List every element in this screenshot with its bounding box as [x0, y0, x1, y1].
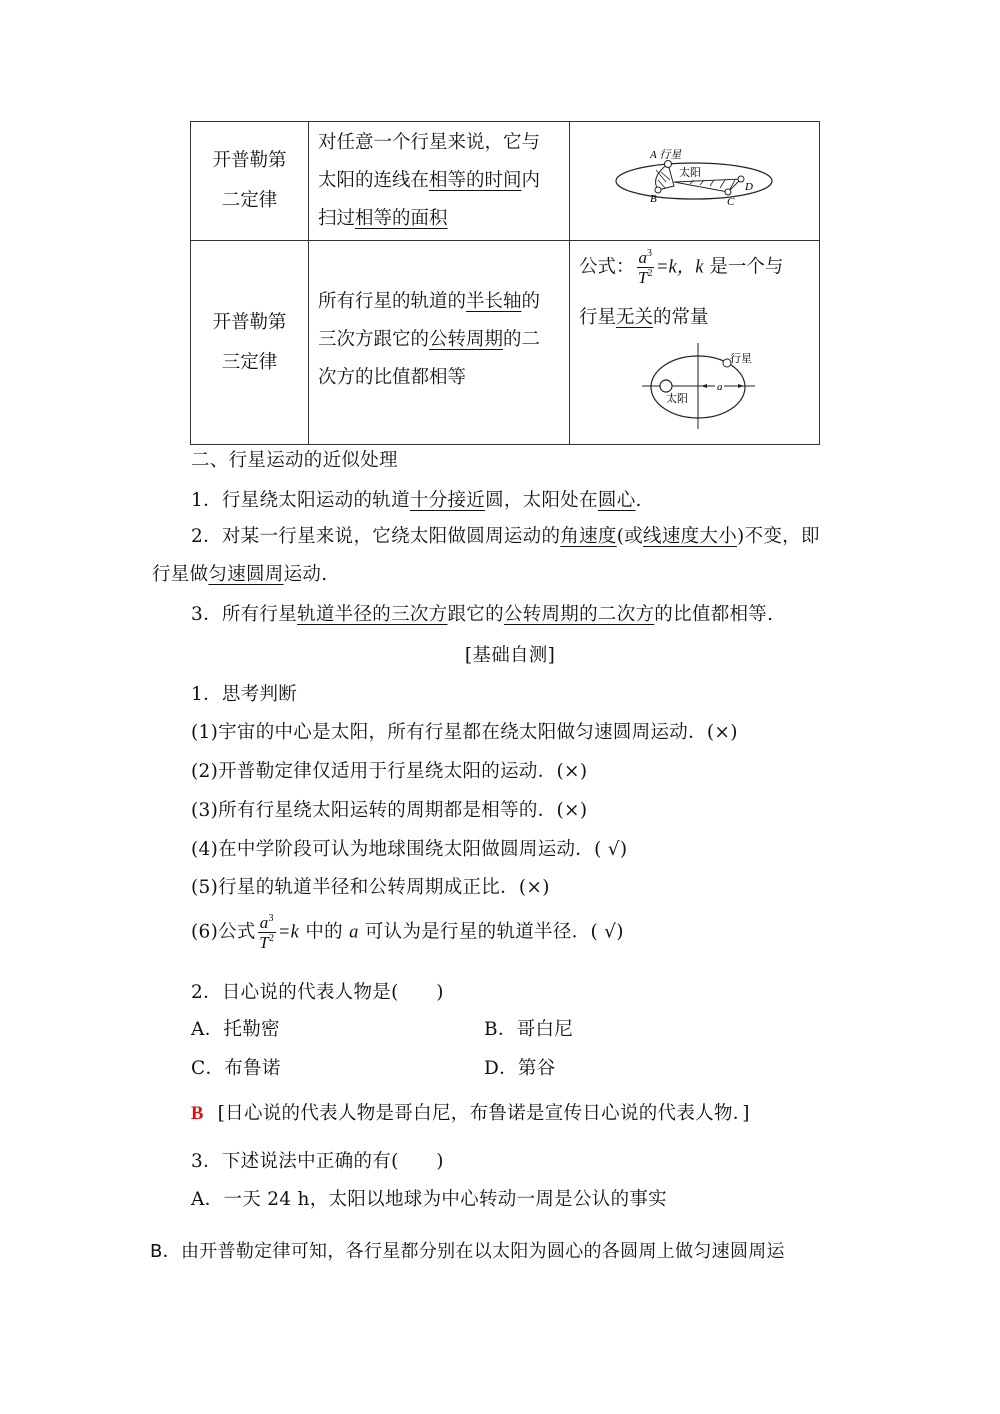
formula-k: k: [695, 257, 704, 278]
law-name-cell: [191, 241, 309, 445]
formula-equals: =k，: [656, 257, 696, 278]
svg-text:太阳: 太阳: [666, 392, 688, 405]
q1-label: 1．思考判断: [191, 684, 298, 705]
underlined-answer: 无关: [616, 307, 654, 328]
underlined-answer: 角速度: [560, 526, 617, 547]
law-text: 的二次方的比值都相等: [318, 328, 541, 388]
underlined-answer: 相等的面积: [355, 208, 448, 229]
judgment-item-6: [191, 914, 624, 951]
item-text: 的比值都相等.: [654, 604, 774, 625]
item-text: (或: [616, 526, 644, 547]
underlined-answer: 相等的时间: [429, 170, 522, 191]
svg-text:D: D: [745, 181, 753, 193]
law-text: 对任意一个行星来说，它与太阳的连线在: [318, 132, 541, 191]
law-content-cell: [309, 122, 570, 241]
formula-equals: =k: [277, 922, 300, 943]
law-text: 内扫过: [318, 170, 541, 229]
formula-text: 的常量: [653, 307, 709, 328]
law-name-cell: [191, 122, 309, 241]
self-test-title: [基础自测]: [464, 645, 556, 666]
formula-prefix: 公式：: [579, 256, 635, 278]
q3-stem: 3．下述说法中正确的有( ): [191, 1151, 444, 1172]
answer-explanation: [日心说的代表人物是哥白尼，布鲁诺是宣传日心说的代表人物．]: [217, 1103, 750, 1124]
svg-text:B: B: [650, 193, 657, 205]
section2-item-3: [191, 603, 773, 627]
underlined-answer: 公转周期: [429, 328, 504, 350]
underlined-answer: 轨道半径的三次方: [297, 604, 448, 625]
formula-fraction: $\frac{a^3}{T^2}$: [638, 248, 653, 287]
underlined-answer: 线速度大小: [643, 526, 738, 547]
law-text: 所有行星的轨道的: [318, 290, 467, 312]
q3-option-a: A．一天 24 h，太阳以地球为中心转动一周是公认的事实: [191, 1189, 667, 1210]
q2-option-d: D．第谷: [484, 1058, 556, 1079]
judgment-item-4: (4)在中学阶段可认为地球围绕太阳做圆周运动．( √): [191, 839, 628, 860]
svg-text:A 行星: A 行星: [650, 149, 682, 161]
item-text: 中的: [299, 921, 350, 943]
item-text: 3．所有行星: [191, 604, 298, 625]
underlined-answer: 圆心: [597, 490, 636, 511]
diagram-cell: [570, 122, 820, 241]
item-text: )不变，即: [737, 526, 820, 547]
judgment-item-5: (5)行星的轨道半径和公转周期成正比．(×): [191, 877, 550, 898]
section-heading: 二、行星运动的近似处理: [191, 450, 398, 471]
second-law-orbit-diagram: [570, 122, 819, 239]
item-text: (6)公式: [191, 921, 256, 943]
item-text: 可认为是行星的轨道半径．( √): [358, 921, 624, 943]
item-text: 圆，太阳处在: [485, 490, 598, 511]
svg-text:C: C: [727, 196, 735, 208]
item-text: 行星做: [152, 564, 209, 585]
underlined-answer: 匀速圆周: [208, 564, 284, 585]
law-text: 的三次方跟它的: [318, 290, 541, 350]
law-name-line1: 开普勒第: [212, 150, 287, 171]
table-row-third-law: [191, 241, 820, 445]
judgment-item-1: (1)宇宙的中心是太阳，所有行星都在绕太阳做匀速圆周运动．(×): [191, 722, 738, 743]
item-text: .: [635, 490, 642, 511]
formula-text: 是一个与: [703, 256, 784, 278]
svg-text:a: a: [717, 381, 723, 393]
underlined-answer: 半长轴: [466, 290, 522, 312]
q2-option-c: C．布鲁诺: [191, 1058, 281, 1079]
law-content-cell: [309, 241, 570, 445]
judgment-item-2: (2)开普勒定律仅适用于行星绕太阳的运动．(×): [191, 761, 588, 782]
law-name-line2: 二定律: [221, 190, 278, 211]
q3-option-b: B．由开普勒定律可知，各行星都分别在以太阳为圆心的各圆周上做匀速圆周运: [150, 1241, 785, 1262]
formula-line2: [579, 303, 709, 329]
formula-a: a: [349, 922, 359, 943]
q2-option-a: A．托勒密: [191, 1019, 280, 1040]
section2-item-2-cont: [152, 563, 327, 587]
law-name-line1: 开普勒第: [212, 311, 287, 333]
law-name-line2: 三定律: [221, 351, 278, 373]
item-text: 运动.: [283, 564, 328, 585]
formula-cell: [570, 241, 820, 445]
item-text: 跟它的: [447, 604, 504, 625]
item-text: 2．对某一行星来说，它绕太阳做圆周运动的: [191, 526, 561, 547]
q2-answer: [191, 1102, 750, 1126]
svg-text:太阳: 太阳: [679, 166, 701, 179]
kepler-laws-table: [190, 121, 820, 445]
formula-line: [579, 249, 783, 286]
q2-option-b: B．哥白尼: [484, 1019, 574, 1040]
underlined-answer: 十分接近: [409, 490, 486, 511]
section2-item-1: [191, 489, 642, 513]
q2-stem: 2．日心说的代表人物是( ): [191, 982, 444, 1003]
answer-letter: B: [191, 1104, 204, 1124]
judgment-item-3: (3)所有行星绕太阳运转的周期都是相等的．(×): [191, 800, 588, 821]
formula-text: 行星: [579, 307, 617, 328]
svg-text:行星: 行星: [730, 352, 752, 365]
underlined-answer: 公转周期的二次方: [503, 604, 655, 625]
item-text: 1．行星绕太阳运动的轨道: [191, 490, 410, 511]
formula-fraction: $\frac{a^3}{T^2}$: [259, 913, 275, 952]
third-law-orbit-diagram: [570, 341, 819, 441]
section2-item-2: [191, 525, 820, 549]
table-row-second-law: [191, 122, 820, 241]
